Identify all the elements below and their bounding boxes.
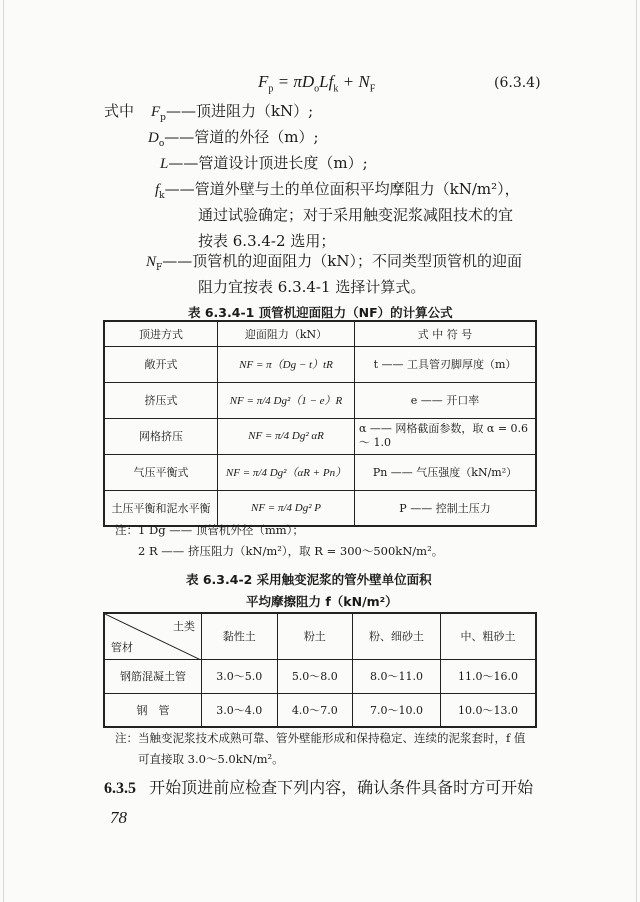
formula-main: $F_p = \pi D_oLf_k + N_F$ bbox=[258, 72, 376, 95]
table1-header-row bbox=[104, 321, 536, 346]
table2-cell: 3.0～5.0 bbox=[202, 659, 278, 693]
table-row bbox=[104, 693, 536, 727]
table1-caption: 表 6.3.4-1 顶管机迎面阻力（NF）的计算公式 bbox=[188, 305, 453, 320]
table2-cell: 11.0～16.0 bbox=[441, 659, 536, 693]
where-item-fk-cont2: 按表 6.3.4-2 选用； bbox=[198, 232, 336, 250]
table1-cell-symbol: Pn —— 气压强度（kN/m²） bbox=[355, 454, 537, 490]
table2-header-cell: 粉土 bbox=[277, 613, 353, 659]
section-text: 开始顶进前应检查下列内容，确认条件具备时方可开始 bbox=[149, 778, 534, 797]
table2-note-line1: 注：当触变泥浆技术成熟可靠、管外壁能形成和保持稳定、连续的泥浆套时，f 值 bbox=[115, 731, 526, 745]
table2 bbox=[103, 612, 537, 728]
table2-note-line2: 可直接取 3.0～5.0kN/m²。 bbox=[138, 752, 284, 766]
formula-number: (6.3.4) bbox=[494, 75, 541, 91]
where-lead: 式中 bbox=[104, 102, 135, 120]
table1-note-2: 2 R —— 挤压阻力（kN/m²），取 R = 300～500kN/m²。 bbox=[138, 544, 444, 558]
table1-cell-method: 网格挤压 bbox=[104, 418, 218, 454]
table2-cell: 4.0～7.0 bbox=[277, 693, 353, 727]
table1-cell-symbol: e —— 开口率 bbox=[355, 382, 537, 418]
section-6-3-5 bbox=[104, 775, 533, 798]
table-row bbox=[104, 659, 536, 693]
where-item-nf-cont: 阻力宜按表 6.3.4-1 选择计算式。 bbox=[198, 278, 426, 296]
page-number: 78 bbox=[110, 808, 127, 827]
scan-edge-right bbox=[636, 0, 637, 902]
table2-header-cell: 黏性土 bbox=[202, 613, 278, 659]
section-number: 6.3.5 bbox=[104, 780, 136, 797]
table2-header-row bbox=[104, 613, 536, 659]
table1 bbox=[103, 320, 537, 527]
table2-caption-line1: 表 6.3.4-2 采用触变泥浆的管外壁单位面积 bbox=[186, 572, 432, 587]
table1-cell-formula: NF = π/4 Dg² P bbox=[218, 490, 355, 526]
table2-cell: 10.0～13.0 bbox=[441, 693, 536, 727]
table2-row-label: 钢筋混凝土管 bbox=[104, 659, 202, 693]
table-row bbox=[104, 454, 536, 490]
table1-cell-symbol: P —— 控制土压力 bbox=[355, 490, 537, 526]
table1-cell-symbol: t —— 工具管刃脚厚度（m） bbox=[355, 346, 537, 382]
table1-note-1: 注：1 Dg —— 顶管机外径（mm）； bbox=[115, 523, 304, 537]
where-item-l: L——管道设计顶进长度（m）; bbox=[160, 154, 368, 172]
table1-cell-formula: NF = π/4 Dg² αR bbox=[218, 418, 355, 454]
table2-corner-bottom: 管材 bbox=[111, 640, 133, 654]
table1-cell-formula: NF = π/4 Dg²（1 − e）R bbox=[218, 382, 355, 418]
table2-cell: 7.0～10.0 bbox=[353, 693, 441, 727]
table2-corner-top: 土类 bbox=[173, 620, 195, 633]
table2-header-cell: 中、粗砂土 bbox=[441, 613, 536, 659]
table2-corner-cell bbox=[104, 613, 202, 659]
where-item-fk-cont1: 通过试验确定；对于采用触变泥浆减阻技术的宜 bbox=[198, 206, 514, 224]
table2-caption-line2: 平均摩擦阻力 f（kN/m²） bbox=[246, 594, 398, 609]
table1-cell-method: 敞开式 bbox=[104, 346, 218, 382]
where-item-nf: $N_F——$顶管机的迎面阻力（kN）；不同类型顶管机的迎面 bbox=[146, 252, 522, 273]
table1-cell-symbol: α —— 网格截面参数，取 α = 0.6 ～ 1.0 bbox=[355, 418, 537, 454]
table1-cell-method: 气压平衡式 bbox=[104, 454, 218, 490]
table2-header-cell: 粉、细砂土 bbox=[353, 613, 441, 659]
table-row bbox=[104, 382, 536, 418]
table1-cell-method: 土压平衡和泥水平衡 bbox=[104, 490, 218, 526]
table-row bbox=[104, 418, 536, 454]
table2-row-label: 钢 管 bbox=[104, 693, 202, 727]
table1-header-cell: 式 中 符 号 bbox=[355, 321, 537, 346]
scan-edge-left bbox=[3, 0, 4, 902]
table-row bbox=[104, 346, 536, 382]
table2-cell: 8.0～11.0 bbox=[353, 659, 441, 693]
table1-header-cell: 顶进方式 bbox=[104, 321, 218, 346]
table1-cell-formula: NF = π/4 Dg²（αR + Pn） bbox=[218, 454, 355, 490]
table1-header-cell: 迎面阻力（kN） bbox=[218, 321, 355, 346]
table2-cell: 3.0～4.0 bbox=[202, 693, 278, 727]
where-item-fp: $F_p——$顶进阻力（kN）; bbox=[151, 102, 314, 123]
where-item-do: $D_o——$管道的外径（m）; bbox=[148, 128, 319, 149]
table1-cell-method: 挤压式 bbox=[104, 382, 218, 418]
where-item-fk: $f_k——$管道外壁与土的单位面积平均摩阻力（kN/m²）， bbox=[155, 180, 520, 201]
table1-cell-formula: NF = π（Dg − t）tR bbox=[218, 346, 355, 382]
table2-cell: 5.0～8.0 bbox=[277, 659, 353, 693]
